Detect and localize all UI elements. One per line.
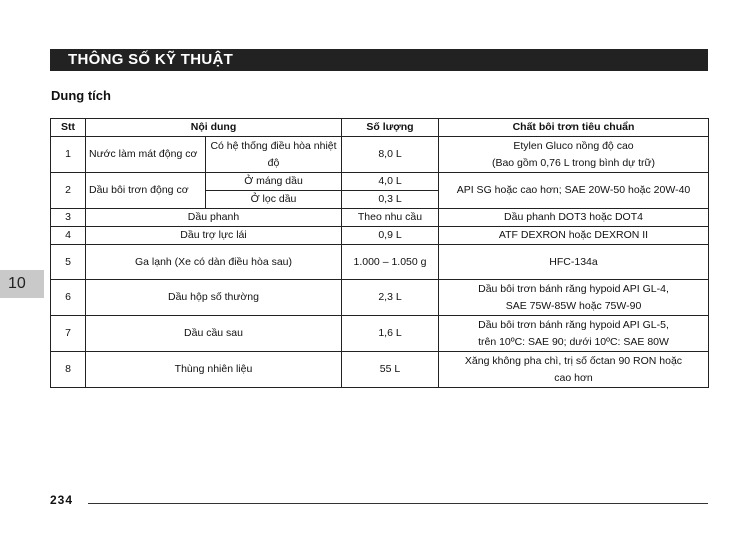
- header-quantity: Số lượng: [342, 119, 439, 137]
- table-row: [51, 352, 709, 388]
- cell-stt: 2: [51, 173, 86, 209]
- cell-sub-item: Ở máng dầu: [206, 173, 342, 191]
- cell-lubricant: [439, 352, 709, 388]
- footer-rule: [88, 503, 708, 504]
- section-title: Dung tích: [51, 88, 111, 103]
- table-row: [51, 245, 709, 280]
- cell-item: Dầu cầu sau: [86, 316, 342, 352]
- table-row: [51, 280, 709, 316]
- lubricant-line: Dầu bôi trơn bánh răng hypoid API GL-4,: [478, 282, 669, 295]
- cell-quantity: 1,6 L: [342, 316, 439, 352]
- cell-stt: 8: [51, 352, 86, 388]
- cell-sub-item: Ở lọc dầu: [206, 191, 342, 209]
- lubricant-line: (Bao gồm 0,76 L trong bình dự trữ): [491, 156, 656, 169]
- table-row: [51, 316, 709, 352]
- cell-lubricant: ATF DEXRON hoặc DEXRON II: [439, 227, 709, 245]
- page-header-title: THÔNG SỐ KỸ THUẬT: [50, 49, 708, 71]
- lubricant-line: cao hơn: [554, 371, 593, 384]
- cell-stt: 5: [51, 245, 86, 280]
- header-content: Nội dung: [86, 119, 342, 137]
- table-row: [51, 173, 709, 191]
- cell-quantity: 0,3 L: [342, 191, 439, 209]
- table-row: [51, 209, 709, 227]
- cell-item: Dầu hộp số thường: [86, 280, 342, 316]
- cell-item: Thùng nhiên liệu: [86, 352, 342, 388]
- cell-item: Dầu trợ lực lái: [86, 227, 342, 245]
- cell-lubricant: [439, 316, 709, 352]
- lubricant-line: Xăng không pha chì, trị số ốctan 90 RON hoặc: [464, 354, 683, 367]
- cell-stt: 1: [51, 137, 86, 173]
- header-lubricant: Chất bôi trơn tiêu chuẩn: [439, 119, 709, 137]
- table-row: [51, 137, 709, 173]
- header-stt: Stt: [51, 119, 86, 137]
- cell-quantity: 1.000 – 1.050 g: [342, 245, 439, 280]
- cell-stt: 7: [51, 316, 86, 352]
- cell-item: Nước làm mát động cơ: [86, 137, 206, 173]
- lubricant-line: Dầu bôi trơn bánh răng hypoid API GL-5,: [478, 318, 669, 331]
- lubricant-line: trên 10ºC: SAE 90; dưới 10ºC: SAE 80W: [478, 335, 669, 348]
- page-number: 234: [50, 493, 74, 507]
- table-header-row: [51, 119, 709, 137]
- cell-lubricant: HFC-134a: [439, 245, 709, 280]
- cell-quantity: Theo nhu cầu: [342, 209, 439, 227]
- cell-quantity: 0,9 L: [342, 227, 439, 245]
- lubricant-line: SAE 75W-85W hoặc 75W-90: [505, 299, 642, 312]
- lubricant-line: Etylen Gluco nồng độ cao: [513, 139, 634, 152]
- cell-quantity: 2,3 L: [342, 280, 439, 316]
- cell-stt: 4: [51, 227, 86, 245]
- cell-sub-item: Có hệ thống điều hòa nhiệt độ: [206, 137, 342, 173]
- cell-quantity: 55 L: [342, 352, 439, 388]
- cell-lubricant: Dầu phanh DOT3 hoặc DOT4: [439, 209, 709, 227]
- cell-stt: 3: [51, 209, 86, 227]
- cell-item: Ga lạnh (Xe có dàn điều hòa sau): [86, 245, 342, 280]
- cell-item: Dầu phanh: [86, 209, 342, 227]
- capacity-table: [50, 118, 709, 388]
- cell-lubricant: [439, 137, 709, 173]
- cell-item: Dầu bôi trơn động cơ: [86, 173, 206, 209]
- cell-quantity: 4,0 L: [342, 173, 439, 191]
- cell-lubricant: API SG hoặc cao hơn; SAE 20W-50 hoặc 20W-40: [439, 173, 709, 209]
- cell-lubricant: [439, 280, 709, 316]
- cell-quantity: 8,0 L: [342, 137, 439, 173]
- table-row: [51, 227, 709, 245]
- chapter-tab: 10: [0, 270, 44, 298]
- cell-stt: 6: [51, 280, 86, 316]
